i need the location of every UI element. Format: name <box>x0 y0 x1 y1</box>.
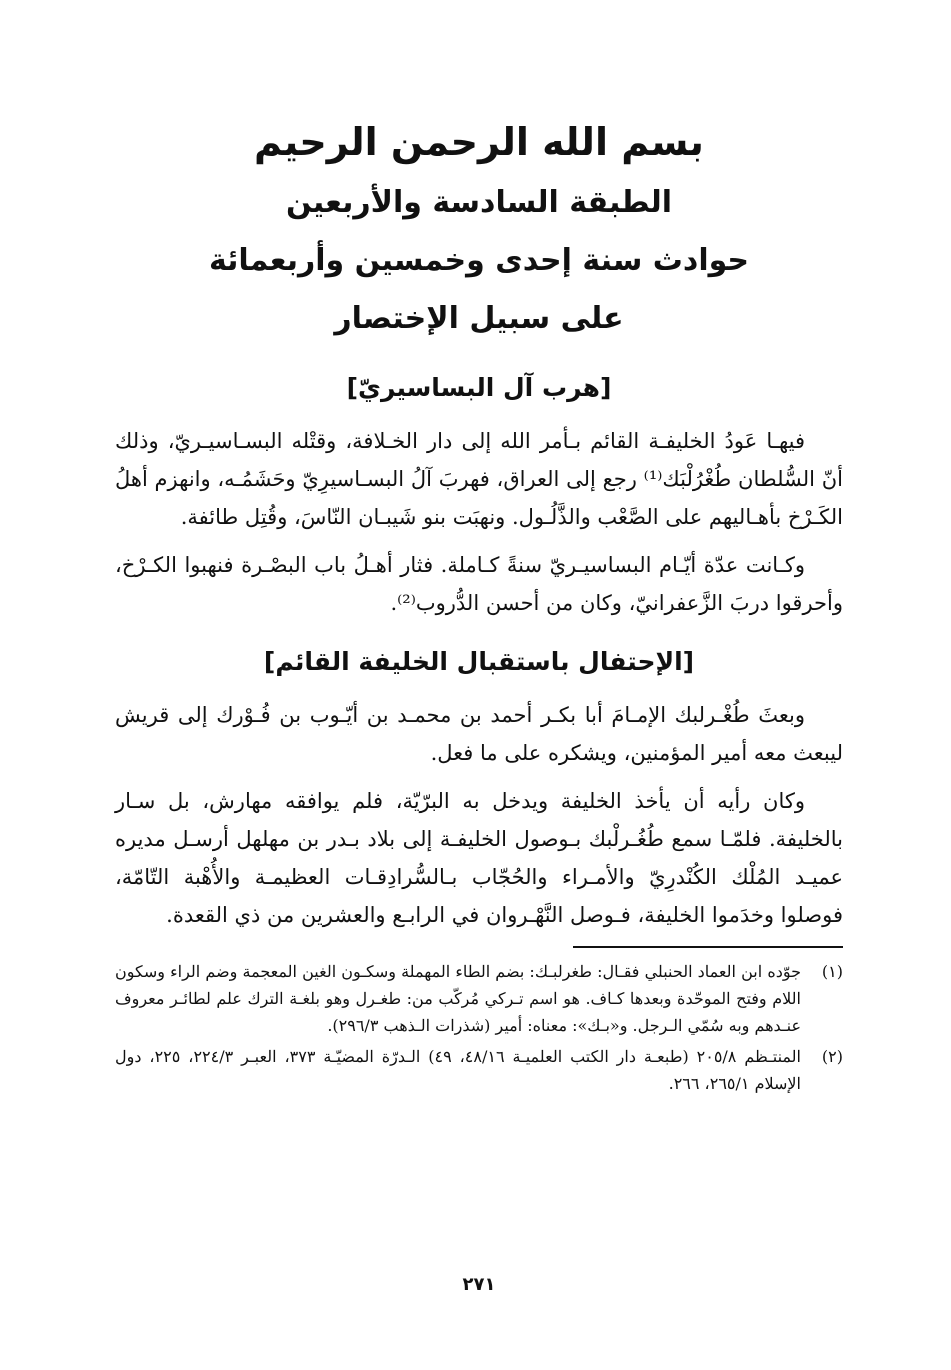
chapter-title-line-2: حوادث سنة إحدى وخمسين وأربعمائة <box>208 243 750 278</box>
paragraph: فيهـا عَودُ الخليفـة القائم بـأمر الله إلى دار الخـلافة، وقتْله البسـاسيـريّ، وذلك أنّ السُّلطان طُغْرُلْبَك⁽¹⁾ رجع إلى العراق، فهربَ آلُ البسـاسيرِيّ وحَشَمُـه، وانهزم أهلُ الكَـرْخ بأهـاليهم على الصَّعْب والذَّلُـول. ونهبَت بنو شَيبـان النّاسَ، وقُتِل طائفة. <box>115 429 843 529</box>
footnote-text: المنتـظم ٢٠٥/٨ (طبعـة دار الكتب العلميـة ٤٨/١٦، ٤٩) الـدرّة المضيّـة ٣٧٣، العبـر ٢٢٤/٣، ٢٢٥، دول الإسلام ٢٦٥/١، ٢٦٦. <box>115 1047 802 1093</box>
section-heading: [هرب آل البساسيريّ] <box>346 373 612 402</box>
section-flight-of-basasiri <box>115 368 843 622</box>
book-page <box>115 110 843 1360</box>
footnote-divider <box>573 946 843 948</box>
paragraph: وبعثَ طُغْـرلبك الإمـامَ أبا بكـر أحمد بن محمـد بن أيّـوب بن فُـوْرك إلى قريش ليبعث معه أمير المؤمنين، ويشكره على ما فعل. <box>115 703 843 765</box>
footnote-number: (٢) <box>821 1047 843 1066</box>
section-caliph-reception <box>115 642 843 934</box>
footnote-number: (١) <box>821 962 843 981</box>
footnote <box>115 958 843 1039</box>
footnote <box>115 1043 843 1097</box>
footnote-text: جوّده ابن العماد الحنبلي فقـال: طغرلبـك: بضم الطاء المهملة وسكـون الغين المعجمة وضم الراء وسكون اللام وفتح الموحّدة وبعدها كـاف. هو اسم تـركي مُركّب من: طغـرل وهو بلغـة الترك علم لطائـر معروف عنـدهم وبه سُمّي الـرجل. و«بـك»: معناه: أمير (شذرات الـذهب ٢٩٦/٣). <box>115 962 801 1035</box>
section-heading: [الإحتفال باستقبال الخليفة القائم] <box>263 647 695 676</box>
chapter-title-line-3: على سبيل الإختصار <box>334 301 624 336</box>
paragraph: وكـانت عدّة أيّـام البساسيـريّ سنةً كـاملة. فثار أهـلُ باب البصْـرة فنهبوا الكـرْخ، وأحرقوا دربَ الزَّعفرانيّ، وكان من أحسن الدُّروب⁽²⁾. <box>115 553 843 615</box>
basmala-calligraphy: بسم الله الرحمن الرحيم <box>254 120 704 164</box>
chapter-title-line-1: الطبقة السادسة والأربعين <box>285 185 673 220</box>
paragraph: وكان رأيه أن يأخذ الخليفة ويدخل به البرّيّة، فلم يوافقه مهارش، بل سـار بالخليفة. فلمّـا سمع طُغُـرلْبك بـوصول الخليفـة إلى بلاد بـدر بن مهلهل أرسـل مديره عميـد المُلْك الكُنْدرِيّ والأمـراء والحُجّاب بـالسُّرادِقـات العظيمـة والأُهْبة التّامّة، فوصلوا وخدَموا الخليفة، فـوصل النَّهْـروان في الرابـع والعشرين من ذي القعدة. <box>115 789 843 927</box>
page-number: ٢٧١ <box>462 1274 496 1295</box>
